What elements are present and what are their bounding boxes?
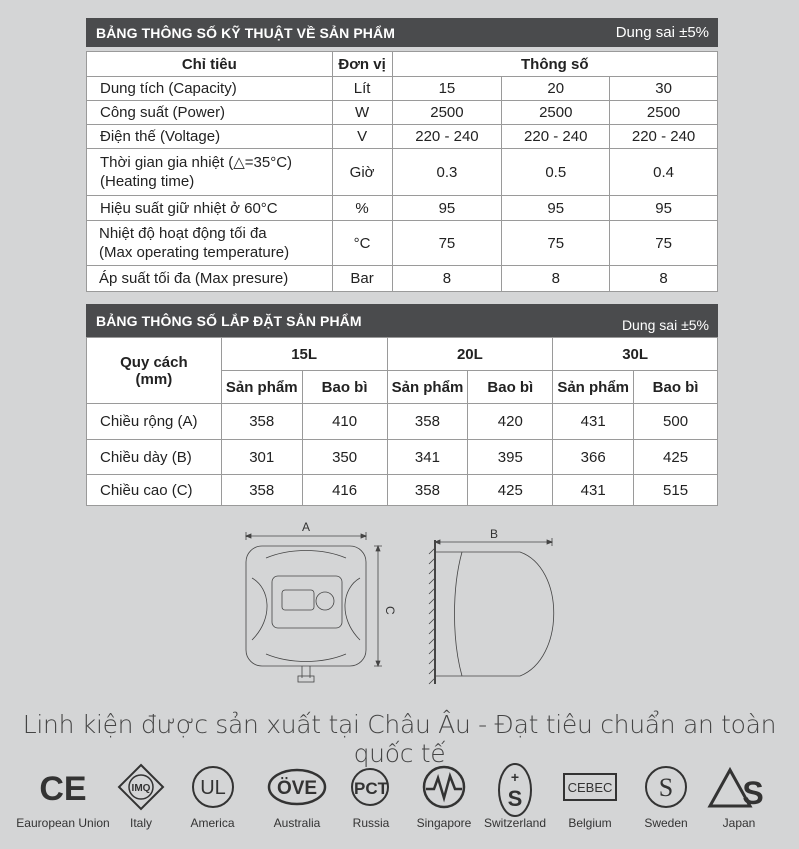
cebec-mark-icon [561, 762, 619, 812]
value-cell: 410 [302, 404, 387, 440]
dimension-diagram [230, 518, 560, 690]
cert-america [185, 762, 240, 830]
row-label: Dung tích (Capacity) [87, 77, 333, 101]
svg-text:CEBEC: CEBEC [567, 780, 613, 795]
slogan: Linh kiện được sản xuất tại Châu Âu - Đạt tiêu chuẩn an toàn quốc tế [22, 710, 777, 768]
value-cell: 515 [634, 475, 718, 506]
svg-text:CE: CE [39, 770, 87, 808]
spec-label: Quy cách [120, 353, 188, 371]
tech-table-header [86, 18, 718, 47]
s-plus-mark-icon [495, 762, 535, 818]
cert-label: Russia [352, 816, 390, 830]
install-tolerance: Dung sai ±5% [621, 316, 709, 333]
spec-unit: (mm) [135, 370, 173, 388]
row-label [87, 221, 333, 266]
row-label: Chiều dày (B) [87, 440, 222, 475]
table-row [87, 221, 718, 266]
svg-text:UL: UL [199, 777, 226, 799]
tech-tolerance: Dung sai ±5% [615, 24, 709, 41]
value-cell: 75 [502, 221, 610, 266]
dimension-a-label: A [301, 520, 311, 534]
value-cell: 366 [553, 440, 634, 475]
unit-cell: Giờ [332, 149, 392, 196]
install-spec-table [86, 337, 718, 506]
unit-cell: V [332, 125, 392, 149]
pct-mark-icon [346, 762, 396, 812]
cert-switzerland [480, 762, 550, 830]
svg-text:S: S [658, 773, 674, 802]
value-cell: 8 [610, 266, 718, 292]
ce-mark-icon [38, 762, 88, 812]
value-cell: 20 [502, 77, 610, 101]
cert-sweden [638, 762, 694, 830]
row-label [87, 149, 333, 196]
unit-cell: Bar [332, 266, 392, 292]
table-row [87, 196, 718, 221]
tech-table-title: BẢNG THÔNG SỐ KỸ THUẬT VỀ SẢN PHẨM [96, 24, 395, 41]
dial-icon [316, 592, 334, 610]
table-row [87, 125, 718, 149]
value-cell: 220 - 240 [610, 125, 718, 149]
tech-spec-table [86, 51, 718, 292]
sub-header-package: Bao bì [302, 371, 387, 404]
value-cell: 2500 [502, 101, 610, 125]
table-row [87, 101, 718, 125]
row-label-line1: Thời gian gia nhiệt (△=35°C) [100, 154, 293, 171]
cert-label: Singapore [416, 816, 472, 830]
unit-cell: W [332, 101, 392, 125]
table-row [87, 475, 718, 506]
unit-cell: °C [332, 221, 392, 266]
psb-mark-icon [419, 762, 469, 812]
value-cell: 95 [610, 196, 718, 221]
svg-text:S: S [507, 786, 523, 811]
value-cell: 75 [392, 221, 502, 266]
value-cell: 425 [468, 475, 553, 506]
value-cell: 358 [387, 475, 468, 506]
table-row [87, 338, 718, 371]
row-label: Điện thế (Voltage) [87, 125, 333, 149]
table-row [87, 52, 718, 77]
value-cell: 2500 [392, 101, 502, 125]
spec-header [87, 338, 222, 404]
svg-text:S: S [742, 775, 764, 811]
cert-russia [346, 762, 396, 830]
value-cell: 8 [392, 266, 502, 292]
svg-text:IMQ: IMQ [131, 783, 151, 794]
install-table-header [86, 304, 718, 337]
heater-side [435, 552, 554, 676]
value-cell: 75 [610, 221, 718, 266]
table-row [87, 404, 718, 440]
value-cell: 358 [387, 404, 468, 440]
svg-text:PCT: PCT [354, 779, 388, 798]
value-cell: 220 - 240 [502, 125, 610, 149]
row-label: Áp suất tối đa (Max presure) [87, 266, 333, 292]
imq-mark-icon [116, 762, 166, 812]
table-row [87, 266, 718, 292]
cert-australia [262, 762, 332, 830]
value-cell: 0.4 [610, 149, 718, 196]
value-cell: 358 [221, 475, 302, 506]
value-cell: 431 [553, 475, 634, 506]
svg-text:ÖVE: ÖVE [276, 778, 318, 799]
row-label: Hiệu suất giữ nhiệt ở 60°C [87, 196, 333, 221]
dimension-b-label: B [489, 527, 499, 541]
unit-cell: Lít [332, 77, 392, 101]
value-cell: 420 [468, 404, 553, 440]
value-cell: 425 [634, 440, 718, 475]
dimension-c-label: C [383, 606, 397, 615]
cert-belgium [558, 762, 622, 830]
cert-italy [116, 762, 166, 830]
row-label-line1: Nhiệt độ hoạt động tối đa [99, 225, 267, 242]
cert-label: Italy [129, 816, 152, 830]
row-label-line2: (Max operating temperature) [99, 244, 290, 261]
value-cell: 220 - 240 [392, 125, 502, 149]
value-cell: 395 [468, 440, 553, 475]
cert-label: Switzerland [483, 816, 547, 830]
control-panel [272, 576, 342, 628]
sub-header-package: Bao bì [634, 371, 718, 404]
value-cell: 95 [502, 196, 610, 221]
unit-header: Đơn vị [332, 52, 392, 77]
cert-japan [706, 762, 772, 830]
cert-label: Eauropean Union [16, 816, 110, 830]
table-row [87, 77, 718, 101]
value-cell: 8 [502, 266, 610, 292]
cert-singapore [414, 762, 474, 830]
table-row [87, 440, 718, 475]
spec-header: Thông số [392, 52, 717, 77]
value-cell: 0.3 [392, 149, 502, 196]
value-cell: 30 [610, 77, 718, 101]
value-cell: 431 [553, 404, 634, 440]
cert-label: Japan [722, 816, 756, 830]
unit-cell: % [332, 196, 392, 221]
model-header: 20L [387, 338, 553, 371]
pse-mark-icon [706, 762, 772, 812]
value-cell: 0.5 [502, 149, 610, 196]
cert-label: Belgium [568, 816, 612, 830]
value-cell: 416 [302, 475, 387, 506]
value-cell: 95 [392, 196, 502, 221]
semko-mark-icon [641, 762, 691, 812]
sub-header-product: Sản phẩm [387, 371, 468, 404]
svg-text:+: + [510, 769, 520, 785]
model-header: 15L [221, 338, 387, 371]
model-header: 30L [553, 338, 718, 371]
ove-mark-icon [267, 762, 327, 812]
heater-front [246, 546, 366, 666]
install-table-title: BẢNG THÔNG SỐ LẮP ĐẶT SẢN PHẨM [96, 312, 362, 329]
value-cell: 500 [634, 404, 718, 440]
criteria-header: Chỉ tiêu [87, 52, 333, 77]
table-row [87, 149, 718, 196]
value-cell: 358 [221, 404, 302, 440]
cert-label: Sweden [644, 816, 688, 830]
value-cell: 2500 [610, 101, 718, 125]
cert-label: America [190, 816, 235, 830]
value-cell: 341 [387, 440, 468, 475]
row-label: Chiều cao (C) [87, 475, 222, 506]
row-label: Công suất (Power) [87, 101, 333, 125]
value-cell: 350 [302, 440, 387, 475]
cert-eu [14, 762, 112, 830]
row-label: Chiều rộng (A) [87, 404, 222, 440]
sub-header-package: Bao bì [468, 371, 553, 404]
sub-header-product: Sản phẩm [553, 371, 634, 404]
cert-label: Australia [273, 816, 321, 830]
row-label-line2: (Heating time) [100, 173, 195, 190]
value-cell: 301 [221, 440, 302, 475]
sub-header-product: Sản phẩm [221, 371, 302, 404]
ul-mark-icon [188, 762, 238, 812]
value-cell: 15 [392, 77, 502, 101]
